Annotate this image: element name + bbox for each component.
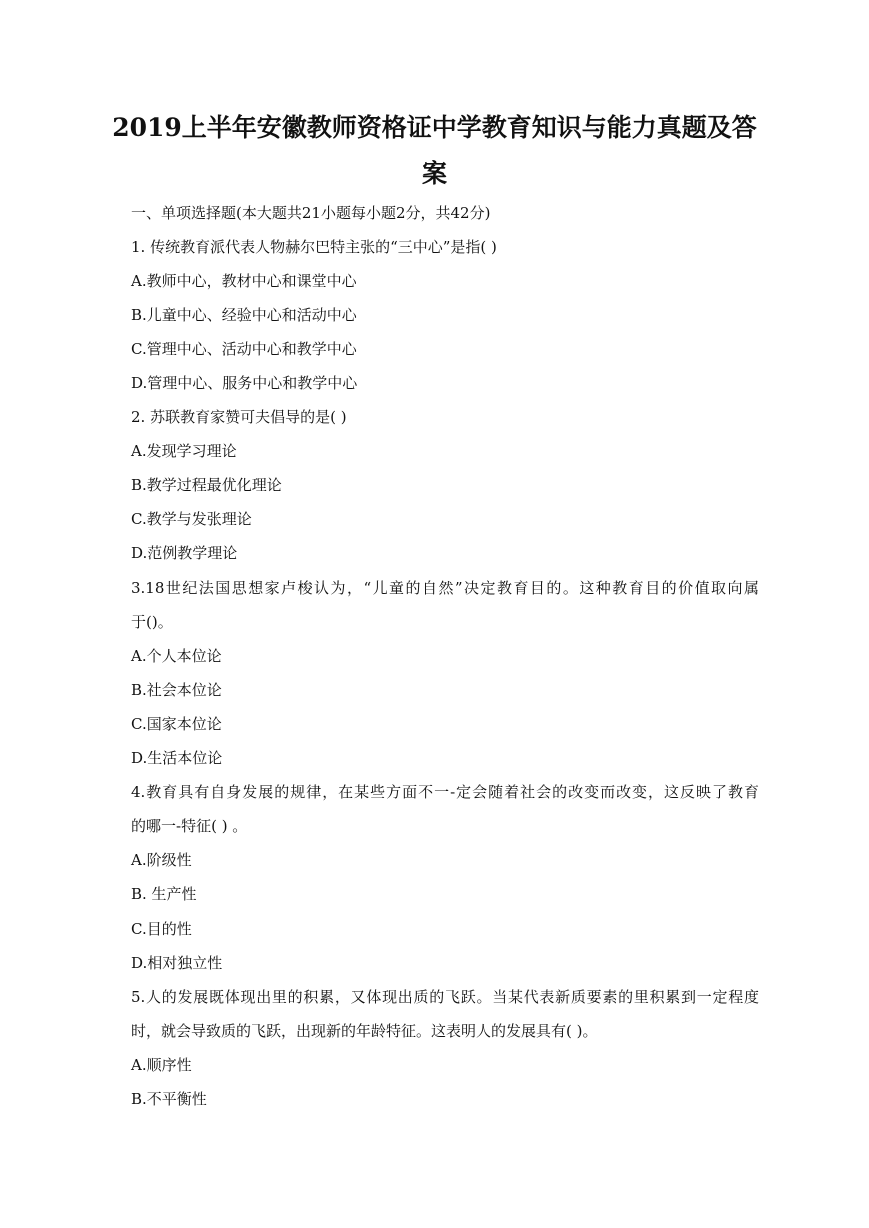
answer-option: A.发现学习理论 [131,442,237,460]
answer-option: B.儿童中心、经验中心和活动中心 [131,306,357,324]
question-stem: 5.人的发展既体现出里的积累，又体现出质的飞跃。当某代表新质要素的里积累到一定程度 [131,988,759,1006]
question-stem: 1. 传统教育派代表人物赫尔巴特主张的“三中心”是指( ) [131,238,497,256]
answer-option: D.管理中心、服务中心和教学中心 [131,374,358,392]
answer-option: B.教学过程最优化理论 [131,476,282,494]
answer-option: C.教学与发张理论 [131,510,252,528]
answer-option: D.相对独立性 [131,954,223,972]
question-stem-continued: 于()。 [131,613,173,631]
question-stem: 3.18世纪法国思想家卢梭认为，“儿童的自然”决定教育目的。这种教育目的价值取向属 [131,579,759,597]
answer-option: A.阶级性 [131,851,192,869]
document-title [100,105,769,197]
answer-option: A.个人本位论 [131,647,222,665]
answer-option: B. 生产性 [131,885,197,903]
question-stem-continued: 的哪一-特征( ) 。 [131,817,248,835]
question-stem-continued: 时，就会导致质的飞跃，出现新的年龄特征。这表明人的发展具有( )。 [131,1022,598,1040]
title-line-1: 2019上半年安徽教师资格证中学教育知识与能力真题及答 [112,113,757,142]
answer-option: A.教师中心，教材中心和课堂中心 [131,272,357,290]
answer-option: C.管理中心、活动中心和教学中心 [131,340,357,358]
question-stem: 2. 苏联教育家赞可夫倡导的是( ) [131,408,347,426]
section-heading: 一、单项选择题(本大题共21小题每小题2分，共42分) [131,204,491,222]
answer-option: D.范例教学理论 [131,544,238,562]
title-line-2: 案 [421,159,447,188]
question-stem: 4.教育具有自身发展的规律，在某些方面不一-定会随着社会的改变而改变，这反映了教育 [131,783,759,801]
answer-option: C.目的性 [131,920,192,938]
answer-option: B.不平衡性 [131,1090,207,1108]
answer-option: B.社会本位论 [131,681,222,699]
answer-option: D.生活本位论 [131,749,223,767]
answer-option: A.顺序性 [131,1056,192,1074]
answer-option: C.国家本位论 [131,715,222,733]
